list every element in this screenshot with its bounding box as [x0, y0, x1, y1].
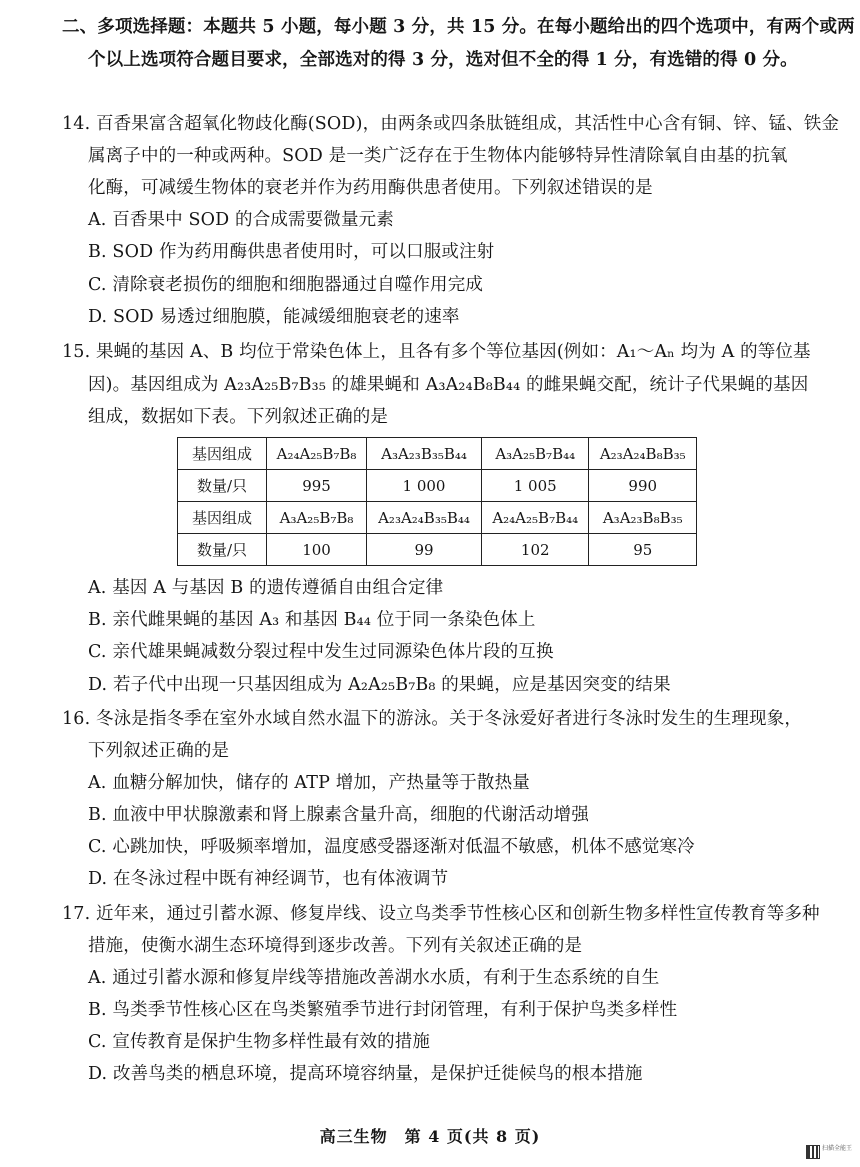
q15-option-a: A. 基因 A 与基因 B 的遗传遵循自由组合定律 — [88, 578, 444, 598]
q16-option-d: D. 在冬泳过程中既有神经调节，也有体液调节 — [88, 869, 449, 889]
q14-stem-line1: 14. 百香果富含超氧化物歧化酶(SOD)，由两条或四条肽链组成，其活性中心含有铜、锌、锰、铁金 — [62, 114, 840, 134]
table-row — [178, 534, 697, 566]
table-row — [178, 470, 697, 502]
q17-option-c: C. 宣传教育是保护生物多样性最有效的措施 — [88, 1032, 431, 1052]
q14-stem-line3: 化酶，可减缓生物体的衰老并作为药用酶供患者使用。下列叙述错误的是 — [88, 178, 653, 198]
q16-option-b: B. 血液中甲状腺激素和肾上腺素含量升高，细胞的代谢活动增强 — [88, 805, 589, 825]
q16-stem-line1: 16. 冬泳是指冬季在室外水域自然水温下的游泳。关于冬泳爱好者进行冬泳时发生的生理现象， — [62, 709, 802, 729]
q14-stem-line2: 属离子中的一种或两种。SOD 是一类广泛存在于生物体内能够特异性清除氧自由基的抗氧 — [88, 146, 788, 166]
count-cell: 95 — [589, 534, 697, 566]
genotype-table — [177, 437, 697, 566]
section-header-line1: 二、多项选择题：本题共 5 小题，每小题 3 分，共 15 分。在每小题给出的四个选项中，有两个或两 — [62, 17, 855, 37]
genotype-cell: A₃A₂₅B₇B₈ — [267, 502, 367, 534]
genotype-cell: A₂₄A₂₅B₇B₄₄ — [481, 502, 589, 534]
count-cell: 1 000 — [367, 470, 482, 502]
genotype-cell: A₂₃A₂₄B₈B₃₅ — [589, 438, 697, 470]
q14-option-b: B. SOD 作为药用酶供患者使用时，可以口服或注射 — [88, 242, 495, 262]
q15-stem-line3: 组成，数据如下表。下列叙述正确的是 — [88, 407, 389, 427]
genotype-cell: A₃A₂₃B₈B₃₅ — [589, 502, 697, 534]
q17-option-a: A. 通过引蓄水源和修复岸线等措施改善湖水水质，有利于生态系统的自生 — [88, 968, 660, 988]
q15-option-b: B. 亲代雌果蝇的基因 A₃ 和基因 B₄₄ 位于同一条染色体上 — [88, 610, 536, 630]
genotype-cell: A₃A₂₅B₇B₄₄ — [481, 438, 589, 470]
count-cell: 1 005 — [481, 470, 589, 502]
q16-option-c: C. 心跳加快，呼吸频率增加，温度感受器逐渐对低温不敏感，机体不感觉寒冷 — [88, 837, 695, 857]
genotype-cell: A₂₃A₂₄B₃₅B₄₄ — [367, 502, 482, 534]
q14-option-a: A. 百香果中 SOD 的合成需要微量元素 — [88, 210, 394, 230]
genotype-cell: A₃A₂₃B₃₅B₄₄ — [367, 438, 482, 470]
section-header-line2: 个以上选项符合题目要求，全部选对的得 3 分，选对但不全的得 1 分，有选错的得 0 分。 — [88, 50, 798, 70]
count-cell: 99 — [367, 534, 482, 566]
q16-option-a: A. 血糖分解加快，储存的 ATP 增加，产热量等于散热量 — [88, 773, 530, 793]
row-label-genotype: 基因组成 — [178, 502, 267, 534]
q14-option-d: D. SOD 易透过细胞膜，能减缓细胞衰老的速率 — [88, 307, 460, 327]
q16-stem-line2: 下列叙述正确的是 — [88, 741, 230, 761]
q17-stem-line2: 措施，使衡水湖生态环境得到逐步改善。下列有关叙述正确的是 — [88, 936, 583, 956]
q15-stem-line2: 因)。基因组成为 A₂₃A₂₅B₇B₃₅ 的雄果蝇和 A₃A₂₄B₈B₄₄ 的雌果蝇交配，统计子代果蝇的基因 — [88, 375, 809, 395]
row-label-count: 数量/只 — [178, 534, 267, 566]
q17-option-d: D. 改善鸟类的栖息环境，提高环境容纳量，是保护迁徙候鸟的根本措施 — [88, 1064, 643, 1084]
count-cell: 995 — [267, 470, 367, 502]
count-cell: 100 — [267, 534, 367, 566]
q15-option-c: C. 亲代雄果蝇减数分裂过程中发生过同源染色体片段的互换 — [88, 642, 554, 662]
qr-code-icon — [806, 1145, 820, 1159]
row-label-count: 数量/只 — [178, 470, 267, 502]
genotype-cell: A₂₄A₂₅B₇B₈ — [267, 438, 367, 470]
count-cell: 102 — [481, 534, 589, 566]
scanner-watermark: 扫描全能王 — [822, 1145, 853, 1152]
q14-option-c: C. 清除衰老损伤的细胞和细胞器通过自噬作用完成 — [88, 275, 483, 295]
q17-option-b: B. 鸟类季节性核心区在鸟类繁殖季节进行封闭管理，有利于保护鸟类多样性 — [88, 1000, 678, 1020]
q15-option-d: D. 若子代中出现一只基因组成为 A₂A₂₅B₇B₈ 的果蝇，应是基因突变的结果 — [88, 675, 671, 695]
table-row — [178, 438, 697, 470]
page-footer: 高三生物 第 4 页(共 8 页) — [319, 1127, 541, 1146]
table-row — [178, 502, 697, 534]
q17-stem-line1: 17. 近年来，通过引蓄水源、修复岸线、设立鸟类季节性核心区和创新生物多样性宣传教育等多种 — [62, 904, 820, 924]
q15-stem-line1: 15. 果蝇的基因 A、B 均位于常染色体上，且各有多个等位基因(例如：A₁～Aₙ 均为 A 的等位基 — [62, 342, 811, 362]
count-cell: 990 — [589, 470, 697, 502]
row-label-genotype: 基因组成 — [178, 438, 267, 470]
